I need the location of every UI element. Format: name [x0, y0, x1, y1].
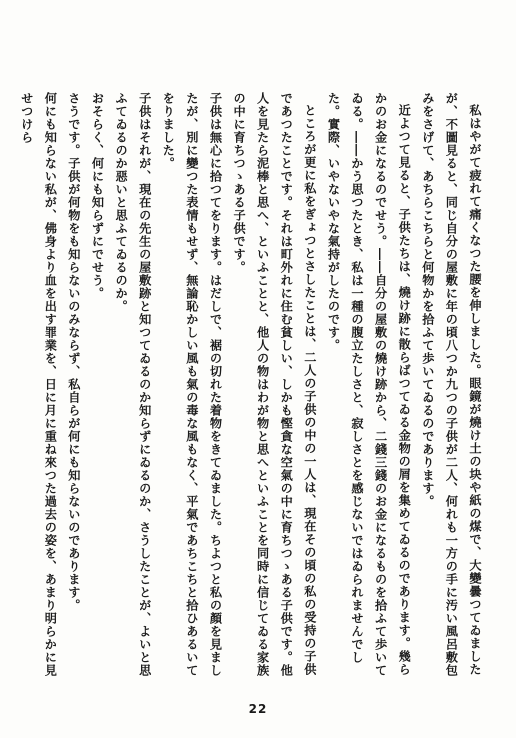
paragraph-5: 子供はそれが、現在の先生の屋敷跡と知つてゐるのか知らずにゐるのか、さうしたことが、よいと思ふてゐるのか惡いと思ふてゐるのか。 — [114, 92, 152, 677]
paragraph-8: 何にも知らない私が、佛身より血を出す罪業を、日に月に重ね來つた過去の姿を、あまり明らかに見せつけら — [19, 92, 58, 677]
paragraph-6: おそらく、何にも知らずにでせう。 — [90, 92, 105, 300]
paragraph-1: 私はやがて疲れて痛くなつた腰を伸しました。眼鏡が燒け土の块や紙の煤で、大變曇つてゐましたが、不圖見ると、同じ自分の屋敷に年の頃八つか九つの子供が二人、何れも一方の手に汚い風呂敷包みをさげて、あちらこちらと何物かを拾ふて歩いてゐるのであります。 — [420, 92, 482, 677]
paragraph-2: 近よつて見ると、子供たちは、燒け跡に散らばつてゐる金物の屑を集めてゐるのであります。幾らかのお金になるのでせう。――自分の屋敷の燒け跡から、二錢三錢のお金になるものを拾ふて歩いてゐる。――かう思つたとき、私は一種の腹立たしさと、寂しさとを感じないではゐられませんでした。實際、いやないやな氣持がしたのです。 — [326, 92, 412, 677]
body-text — [14, 92, 486, 682]
page-number: 22 — [248, 702, 268, 716]
paragraph-7: さうです。子供が何物をも知らないのみならず、私自らが何にも知らないのであります。 — [66, 92, 81, 612]
paragraph-3: ところが更に私をぎょつとさしたことは、二人の子供の中の一人は、現在その頃の私の受持の子供であつたことです。それは町外れに住む貧しい、しかも慳貪な空氣の中に育ちつゝある子供です。他人を見たら泥棒と思へ、といふことと、他人の物はわが物と思へといふことを同時に信じてゐる家族の中に育ちつゝある子供です。 — [232, 92, 317, 677]
paragraph-4: 子供は無心に拾つてをります。はだしで、裾の切れた着物をきてゐました。ちよつと私の顏を見ましたが、別に變つた表情もせず、無論恥かしい風も氣の毒な風もなく、平氣であちこちと拾ひあるいてをりました。 — [161, 92, 223, 677]
